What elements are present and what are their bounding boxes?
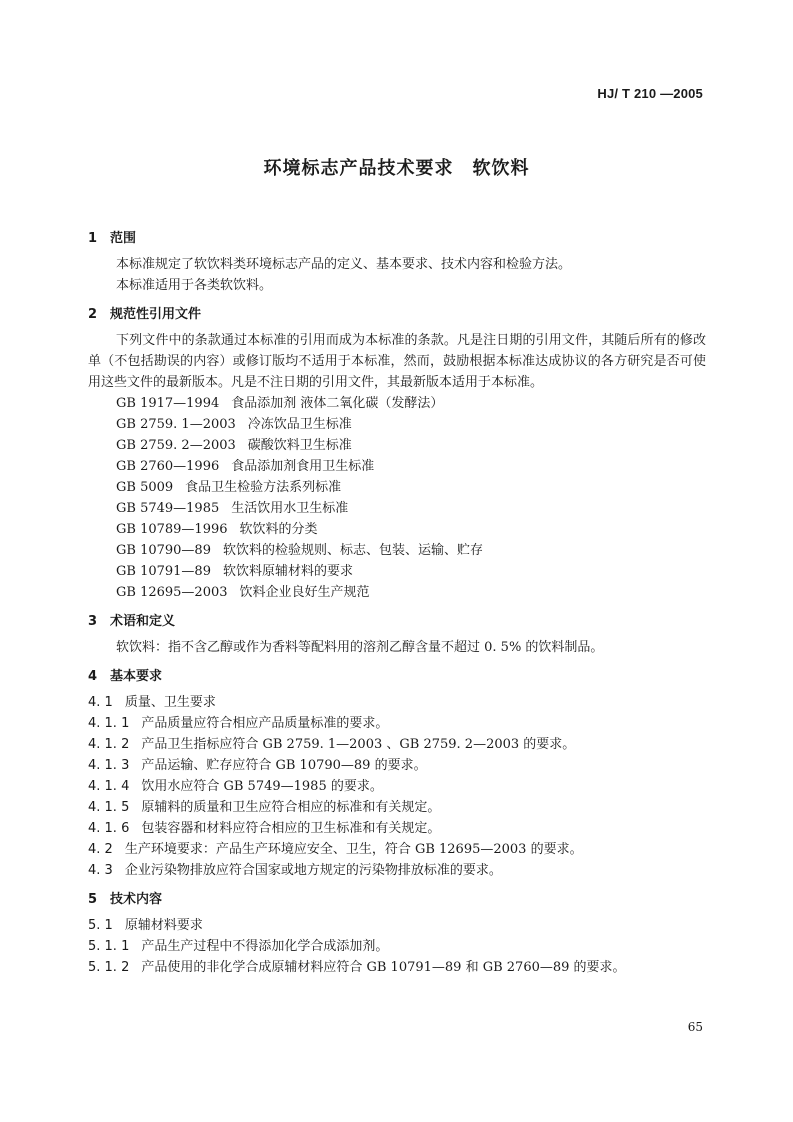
reference-title: 食品添加剂 液体二氧化碳（发酵法） (231, 396, 444, 411)
page-number: 65 (687, 1020, 703, 1034)
paragraph: 本标准规定了软饮料类环境标志产品的定义、基本要求、技术内容和检验方法。 (116, 257, 572, 272)
section-title: 范围 (110, 231, 137, 246)
reference-code: GB 1917—1994 (116, 396, 220, 411)
reference-title: 饮料企业良好生产规范 (239, 585, 370, 600)
clause-number: 4. 1. 3 (88, 758, 130, 773)
clause-text: 包装容器和材料应符合相应的卫生标准和有关规定。 (141, 821, 441, 836)
reference-code: GB 2759. 1—2003 (116, 417, 236, 432)
reference-item (88, 582, 706, 603)
reference-title: 冷冻饮品卫生标准 (247, 417, 352, 432)
reference-code: GB 2760—1996 (116, 459, 220, 474)
clause (88, 797, 706, 818)
clause-number: 4. 2 (88, 842, 113, 857)
clause-number: 4. 3 (88, 863, 113, 878)
reference-code: GB 10790—89 (116, 543, 211, 558)
section-heading-scope (88, 228, 706, 249)
clause (88, 692, 706, 713)
reference-item (88, 435, 706, 456)
clause-text: 产品生产过程中不得添加化学合成添加剂。 (141, 939, 389, 954)
section-title: 技术内容 (110, 892, 163, 907)
clause-number: 4. 1. 1 (88, 716, 130, 731)
reference-title: 软饮料原辅材料的要求 (222, 564, 353, 579)
reference-code: GB 12695—2003 (116, 585, 228, 600)
clause-number: 5. 1. 2 (88, 960, 130, 975)
clause (88, 818, 706, 839)
reference-title: 生活饮用水卫生标准 (231, 501, 349, 516)
document-body (88, 228, 706, 978)
section-heading-normative-references (88, 304, 706, 325)
clause (88, 936, 706, 957)
paragraph: 本标准适用于各类软饮料。 (116, 278, 273, 293)
reference-item (88, 414, 706, 435)
clause-text: 饮用水应符合 GB 5749—1985 的要求。 (141, 779, 383, 794)
paragraph: 下列文件中的条款通过本标准的引用而成为本标准的条款。凡是注日期的引用文件，其随后所有的修改单（不包括勘误的内容）或修订版均不适用于本标准，然而，鼓励根据本标准达成协议的各方研究是否可使用这些文件的最新版本。凡是不注日期的引用文件，其最新版本适用于本标准。 (88, 333, 706, 390)
section-title: 术语和定义 (110, 614, 176, 629)
clause-number: 5. 1 (88, 918, 113, 933)
clause-number: 4. 1 (88, 695, 113, 710)
reference-title: 食品添加剂食用卫生标准 (231, 459, 375, 474)
reference-title: 碳酸饮料卫生标准 (247, 438, 352, 453)
section-heading-basic-requirements (88, 666, 706, 687)
document-title: 环境标志产品技术要求 软饮料 (263, 158, 530, 179)
clause-number: 4. 1. 5 (88, 800, 130, 815)
clause (88, 860, 706, 881)
reference-title: 食品卫生检验方法系列标准 (185, 480, 342, 495)
reference-code: GB 2759. 2—2003 (116, 438, 236, 453)
reference-item (88, 498, 706, 519)
reference-code: GB 5009 (116, 480, 174, 495)
clause-text: 原辅料的质量和卫生应符合相应的标准和有关规定。 (141, 800, 441, 815)
clause (88, 734, 706, 755)
clause-text: 产品卫生指标应符合 GB 2759. 1—2003 、GB 2759. 2—2003 的要求。 (141, 737, 576, 752)
reference-item (88, 393, 706, 414)
reference-title: 软饮料的检验规则、标志、包装、运输、贮存 (222, 543, 483, 558)
section-title: 规范性引用文件 (110, 307, 202, 322)
section-number: 1 (88, 231, 98, 246)
clause (88, 957, 706, 978)
section-number: 3 (88, 614, 98, 629)
definition-paragraph: 软饮料：指不含乙醇或作为香料等配料用的溶剂乙醇含量不超过 0. 5% 的饮料制品。 (116, 640, 604, 655)
section-number: 4 (88, 669, 98, 684)
reference-item (88, 561, 706, 582)
reference-item (88, 519, 706, 540)
clause-number: 4. 1. 2 (88, 737, 130, 752)
clause-text: 产品质量应符合相应产品质量标准的要求。 (141, 716, 389, 731)
section-heading-terms-definitions (88, 611, 706, 632)
clause (88, 713, 706, 734)
standard-code: HJ/ T 210 —2005 (597, 86, 703, 101)
reference-title: 软饮料的分类 (239, 522, 318, 537)
clause-number: 5. 1. 1 (88, 939, 130, 954)
clause (88, 776, 706, 797)
section-number: 5 (88, 892, 98, 907)
clause-text: 产品使用的非化学合成原辅材料应符合 GB 10791—89 和 GB 2760—89 的要求。 (141, 960, 626, 975)
reference-code: GB 5749—1985 (116, 501, 220, 516)
section-heading-technical-content (88, 889, 706, 910)
clause-text: 原辅材料要求 (124, 918, 203, 933)
clause-number: 4. 1. 6 (88, 821, 130, 836)
reference-item (88, 540, 706, 561)
reference-code: GB 10791—89 (116, 564, 211, 579)
reference-item (88, 477, 706, 498)
clause-number: 4. 1. 4 (88, 779, 130, 794)
reference-code: GB 10789—1996 (116, 522, 228, 537)
clause-text: 生产环境要求：产品生产环境应安全、卫生，符合 GB 12695—2003 的要求。 (124, 842, 583, 857)
reference-item (88, 456, 706, 477)
section-number: 2 (88, 307, 98, 322)
clause-text: 质量、卫生要求 (124, 695, 216, 710)
section-title: 基本要求 (110, 669, 163, 684)
clause (88, 839, 706, 860)
clause (88, 755, 706, 776)
clause (88, 915, 706, 936)
clause-text: 产品运输、贮存应符合 GB 10790—89 的要求。 (141, 758, 427, 773)
clause-text: 企业污染物排放应符合国家或地方规定的污染物排放标准的要求。 (124, 863, 502, 878)
